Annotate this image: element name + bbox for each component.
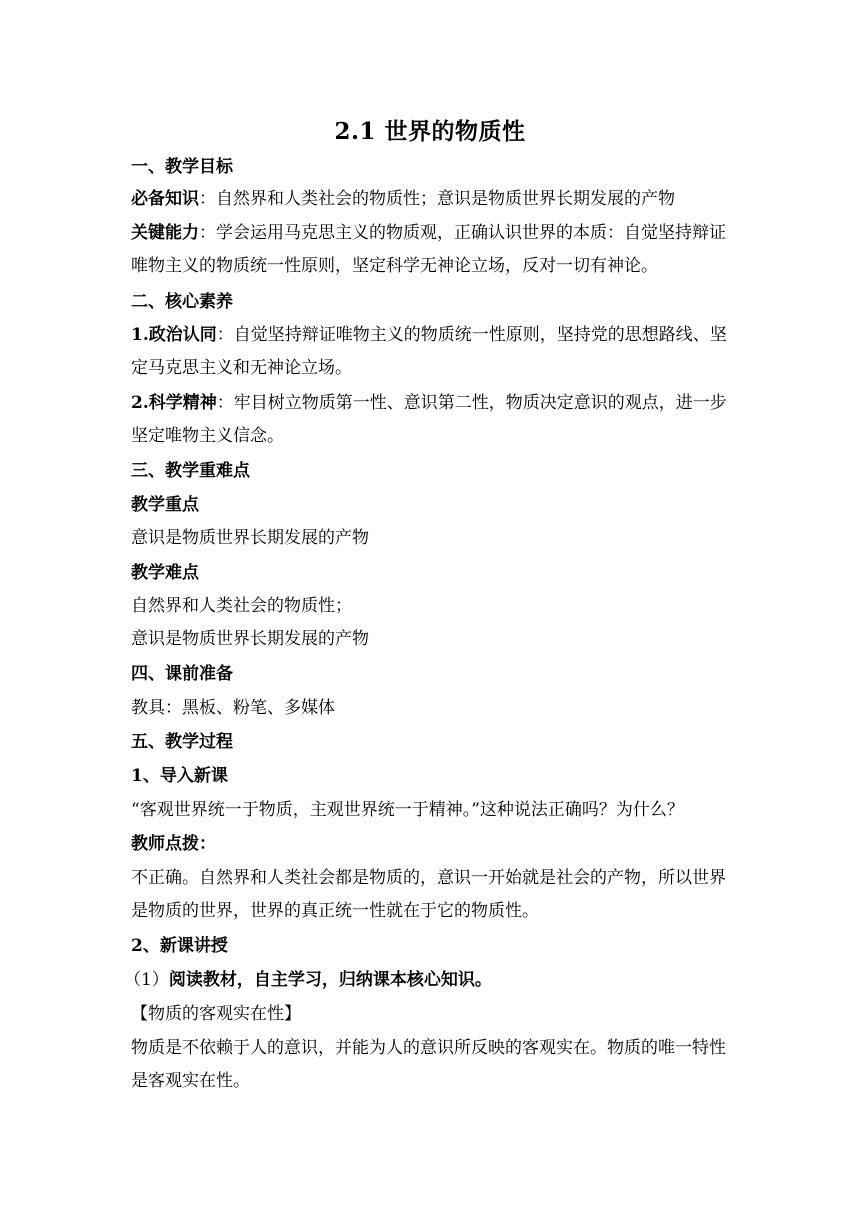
text-scientific-spirit: ：牢目树立物质第一性、意识第二性，物质决定意识的观点，进一步 (216, 393, 727, 413)
document-title: 2.1 世界的物质性 (334, 118, 526, 145)
text-line: 是物质的世界，世界的真正统一性就在于它的物质性。 (131, 901, 539, 921)
subheading-introduction: 1、导入新课 (131, 766, 228, 786)
text-line: 定马克思主义和无神论立场。 (131, 358, 352, 378)
text-reading-task: 阅读教材，自主学习，归纳课本核心知识。 (168, 970, 492, 990)
text-required-knowledge: ：自然界和人类社会的物质性；意识是物质世界长期发展的产物 (199, 189, 675, 209)
bracket-heading-objective-reality: 【物质的客观实在性】 (131, 1004, 301, 1024)
label-scientific-spirit: 2.科学精神 (131, 393, 217, 413)
paragraph-political-identity (131, 323, 731, 347)
text-line: 物质是不依赖于人的意识，并能为人的意识所反映的客观实在。物质的唯一特性 (131, 1038, 726, 1058)
text-line: 是客观实在性。 (131, 1071, 250, 1091)
subheading-key-points: 教学重点 (131, 495, 199, 515)
label-political-identity: 1.政治认同 (131, 325, 217, 345)
paragraph-required-knowledge (131, 187, 731, 211)
label-step-1: （1） (124, 970, 169, 990)
text-line: 不正确。自然界和人类社会都是物质的，意识一开始就是社会的产物，所以世界 (131, 868, 726, 888)
label-required-knowledge: 必备知识 (131, 189, 199, 209)
paragraph-reading-task (124, 968, 724, 992)
section-heading-process: 五、教学过程 (131, 732, 233, 752)
subheading-new-lesson: 2、新课讲授 (131, 936, 228, 956)
subheading-teacher-guidance: 教师点拨： (131, 834, 216, 854)
paragraph-scientific-spirit (131, 391, 731, 415)
paragraph-key-ability (131, 221, 731, 245)
section-heading-preparation: 四、课前准备 (131, 664, 233, 684)
text-political-identity: ：自觉坚持辩证唯物主义的物质统一性原则，坚持党的思想路线、坚 (216, 325, 727, 345)
text-line: 唯物主义的物质统一性原则，坚定科学无神论立场，反对一切有神论。 (131, 256, 658, 276)
section-heading-key-difficult: 三、教学重难点 (131, 461, 250, 481)
text-line: 自然界和人类社会的物质性； (131, 596, 352, 616)
subheading-difficult-points: 教学难点 (131, 563, 199, 583)
text-line: 意识是物质世界长期发展的产物 (131, 528, 369, 548)
text-line: 坚定唯物主义信念。 (131, 426, 284, 446)
section-heading-objectives: 一、教学目标 (131, 157, 233, 177)
section-heading-core-literacy: 二、核心素养 (131, 292, 233, 312)
text-key-ability: ：学会运用马克思主义的物质观，正确认识世界的本质：自觉坚持辩证 (199, 223, 726, 243)
text-line: 教具：黑板、粉笔、多媒体 (131, 698, 335, 718)
label-key-ability: 关键能力 (131, 223, 199, 243)
text-line: “客观世界统一于物质，主观世界统一于精神。”这种说法正确吗？为什么？ (131, 800, 684, 820)
text-line: 意识是物质世界长期发展的产物 (131, 629, 369, 649)
